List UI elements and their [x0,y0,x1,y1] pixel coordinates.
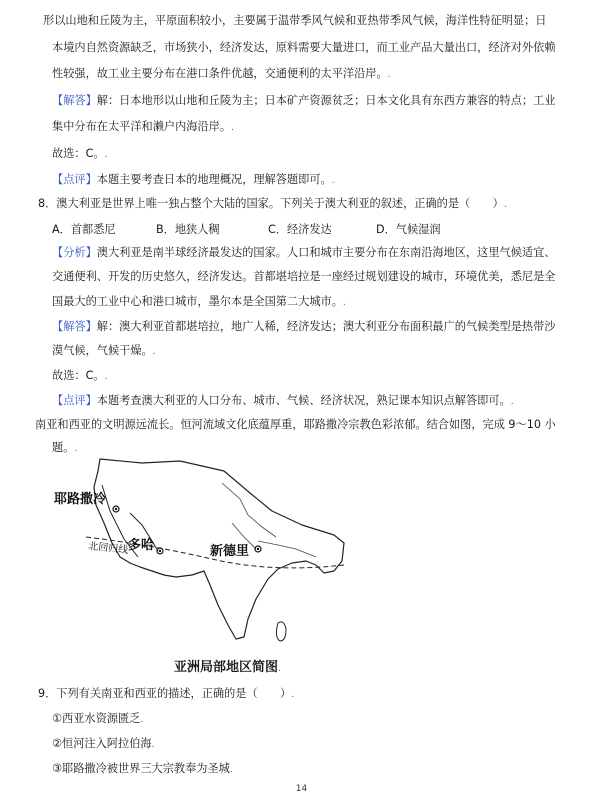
q7-solution-line-2: 集中分布在太平洋和濑户内海沿岸。. [52,120,234,133]
tropic-label: 北回归线 [87,541,129,557]
q8-options [52,223,441,237]
comment-tag: 【点评】 [52,394,97,407]
q9-item-2: ②恒河注入阿拉伯海. [52,737,155,750]
map-caption: 亚洲局部地区简图. [174,660,281,675]
ganges-river [258,541,316,557]
solution-tag: 【解答】 [52,320,97,333]
q8-analysis-line-1: 【分析】澳大利亚是南半球经济最发达的国家。人口和城市主要分布在东南沿海地区，这里气候适宜、 [52,246,556,259]
newdelhi-dot [257,548,259,550]
q7-solution-line-1: 【解答】解：日本地形以山地和丘陵为主；日本矿产资源贫乏；日本文化具有东西方兼容的特点；工业 [52,94,556,107]
jerusalem-label: 耶路撒冷 [54,492,107,507]
q9-item-3: ③耶路撒冷被世界三大宗教奉为圣城. [52,762,233,775]
q8-option-d: D．气候湿润 [376,223,441,236]
q9-10-intro-line-1: 南亚和西亚的文明源远流长。恒河流域文化底蕴厚重，耶路撒冷宗教色彩浓郁。结合如图，完成 9～10 小 [35,418,556,431]
asia-regional-map [54,453,362,668]
q8-question: 8．澳大利亚是世界上唯一独占整个大陆的国家。下列关于澳大利亚的叙述，正确的是（ ）. [38,197,507,210]
q9-item-1: ①西亚水资源匮乏. [52,712,144,725]
q7-continuation-line-3: 性较强，故工业主要分布在港口条件优越，交通便利的太平洋沿岸。. [52,67,391,80]
q8-option-a: A．首都悉尼 [52,223,116,236]
q9-question: 9．下列有关南亚和西亚的描述，正确的是（ ）. [38,687,295,700]
q7-answer: 故选：C。. [52,147,108,160]
doha-dot [159,550,161,552]
q8-option-b: B．地狭人稠 [156,223,220,236]
q8-answer: 故选：C。. [52,369,108,382]
q9-10-intro-line-2: 题。. [52,441,78,454]
doha-label: 多哈 [128,538,155,553]
q7-continuation-line-1: 形以山地和丘陵为主，平原面积较小，主要属于温带季风气候和亚热带季风气候，海洋性特征明显；日 [43,14,547,27]
q8-analysis-line-3: 国最大的工业中心和港口城市，墨尔本是全国第二大城市。. [52,295,346,308]
comment-tag: 【点评】 [52,173,97,186]
border-line [222,483,276,537]
q8-comment: 【点评】本题考查澳大利亚的人口分布、城市、气候、经济状况，熟记课本知识点解答即可。. [52,394,514,407]
analysis-tag: 【分析】 [52,246,97,259]
q7-continuation-line-2: 本境内自然资源缺乏，市场狭小，经济发达，原料需要大量进口，而工业产品大量出口，经济对外依赖 [52,41,556,54]
q7-comment: 【点评】本题主要考查日本的地理概况，理解答题即可。. [52,173,335,186]
page-number: 14 [295,784,308,794]
q8-option-c: C．经济发达 [268,223,332,236]
q8-solution-line-1: 【解答】解：澳大利亚首都堪培拉，地广人稀，经济发达；澳大利亚分布面积最广的气候类型是热带沙 [52,320,556,333]
solution-tag: 【解答】 [52,94,97,107]
sri-lanka [276,622,286,641]
q8-analysis-line-2: 交通便利、开发的历史悠久，经济发达。首都堪培拉是一座经过规划建设的城市，环境优美，悉尼是全 [52,270,556,283]
newdelhi-label: 新德里 [210,544,250,559]
q8-solution-line-2: 漠气候，气候干燥。. [52,344,156,357]
jerusalem-dot [115,508,117,510]
